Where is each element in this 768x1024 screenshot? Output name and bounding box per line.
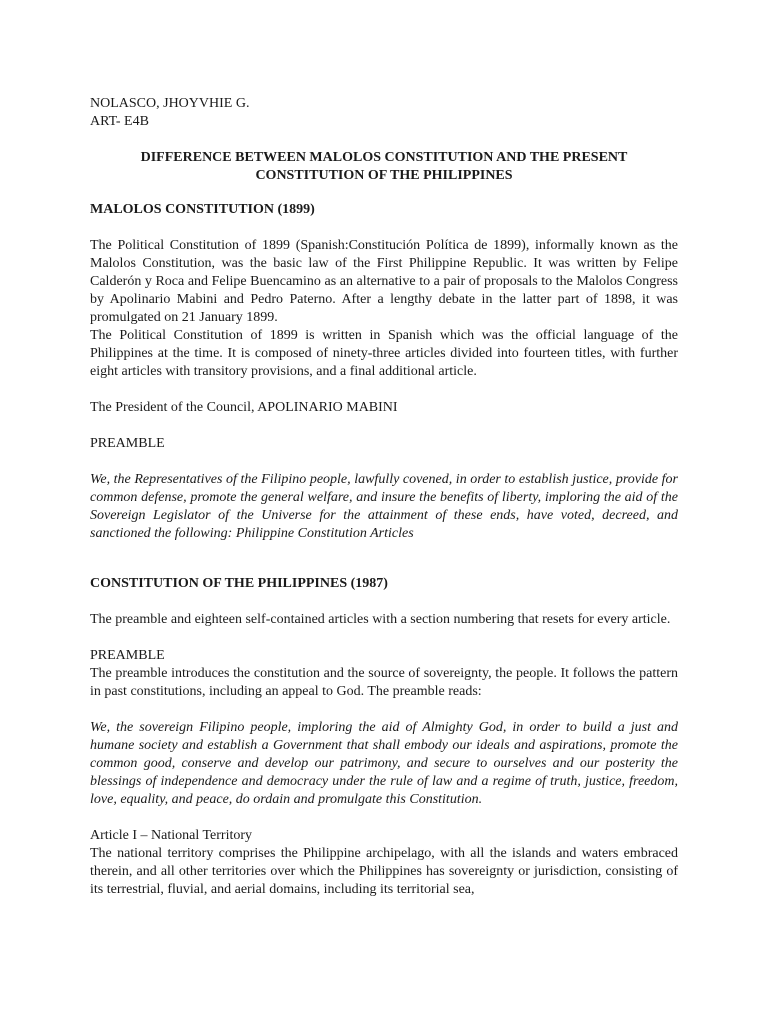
article-1-title: Article I – National Territory: [90, 828, 253, 843]
document-page: [90, 95, 678, 899]
title-line-2: CONSTITUTION OF THE PHILIPPINES: [255, 168, 513, 183]
president-line: The President of the Council, APOLINARIO MABINI: [90, 400, 398, 415]
present-preamble-label: PREAMBLE: [90, 648, 165, 663]
malolos-paragraph-2: The Political Constitution of 1899 is written in Spanish which was the official language of the Philippines at the time. It is composed of ninety-three articles divided into fourteen titles, with further eight articles with transitory provisions, and a final additional article.: [90, 328, 678, 379]
author-section: ART- E4B: [90, 114, 149, 129]
article-1-text: The national territory comprises the Philippine archipelago, with all the islands and waters embraced therein, and all other territories over which the Philippines has sovereignty or jurisdiction, consisting of its terrestrial, fluvial, and aerial domains, including its territorial sea,: [90, 846, 678, 897]
present-intro: The preamble and eighteen self-contained articles with a section numbering that resets for every article.: [90, 612, 671, 627]
malolos-preamble-text: We, the Representatives of the Filipino people, lawfully covened, in order to establish justice, provide for common defense, promote the general welfare, and insure the benefits of liberty, imploring the aid of the Sovereign Legislator of the Universe for the attainment of these ends, have voted, decreed, and sanctioned the following: Philippine Constitution Articles: [90, 472, 678, 541]
present-preamble-description: The preamble introduces the constitution and the source of sovereignty, the people. It follows the pattern in past constitutions, including an appeal to God. The preamble reads:: [90, 666, 678, 699]
present-preamble-text: We, the sovereign Filipino people, imploring the aid of Almighty God, in order to build a just and humane society and establish a Government that shall embody our ideals and aspirations, promote the common good, conserve and develop our patrimony, and secure to ourselves and our posterity the blessings of independence and democracy under the rule of law and a regime of truth, justice, freedom, love, equality, and peace, do ordain and promulgate this Constitution.: [90, 720, 678, 807]
title-line-1: DIFFERENCE BETWEEN MALOLOS CONSTITUTION AND THE PRESENT: [140, 150, 628, 165]
document-title: [90, 149, 678, 185]
malolos-heading: MALOLOS CONSTITUTION (1899): [90, 202, 315, 217]
malolos-paragraph-1: The Political Constitution of 1899 (Spanish:Constitución Política de 1899), informally known as the Malolos Constitution, was the basic law of the First Philippine Republic. It was written by Felipe Calderón y Roca and Felipe Buencamino as an alternative to a pair of proposals to the Malolos Congress by Apolinario Mabini and Pedro Paterno. After a lengthy debate in the latter part of 1898, it was promulgated on 21 January 1899.: [90, 238, 678, 325]
author-name: NOLASCO, JHOYVHIE G.: [90, 96, 250, 111]
present-heading: CONSTITUTION OF THE PHILIPPINES (1987): [90, 576, 388, 591]
malolos-preamble-label: PREAMBLE: [90, 436, 165, 451]
